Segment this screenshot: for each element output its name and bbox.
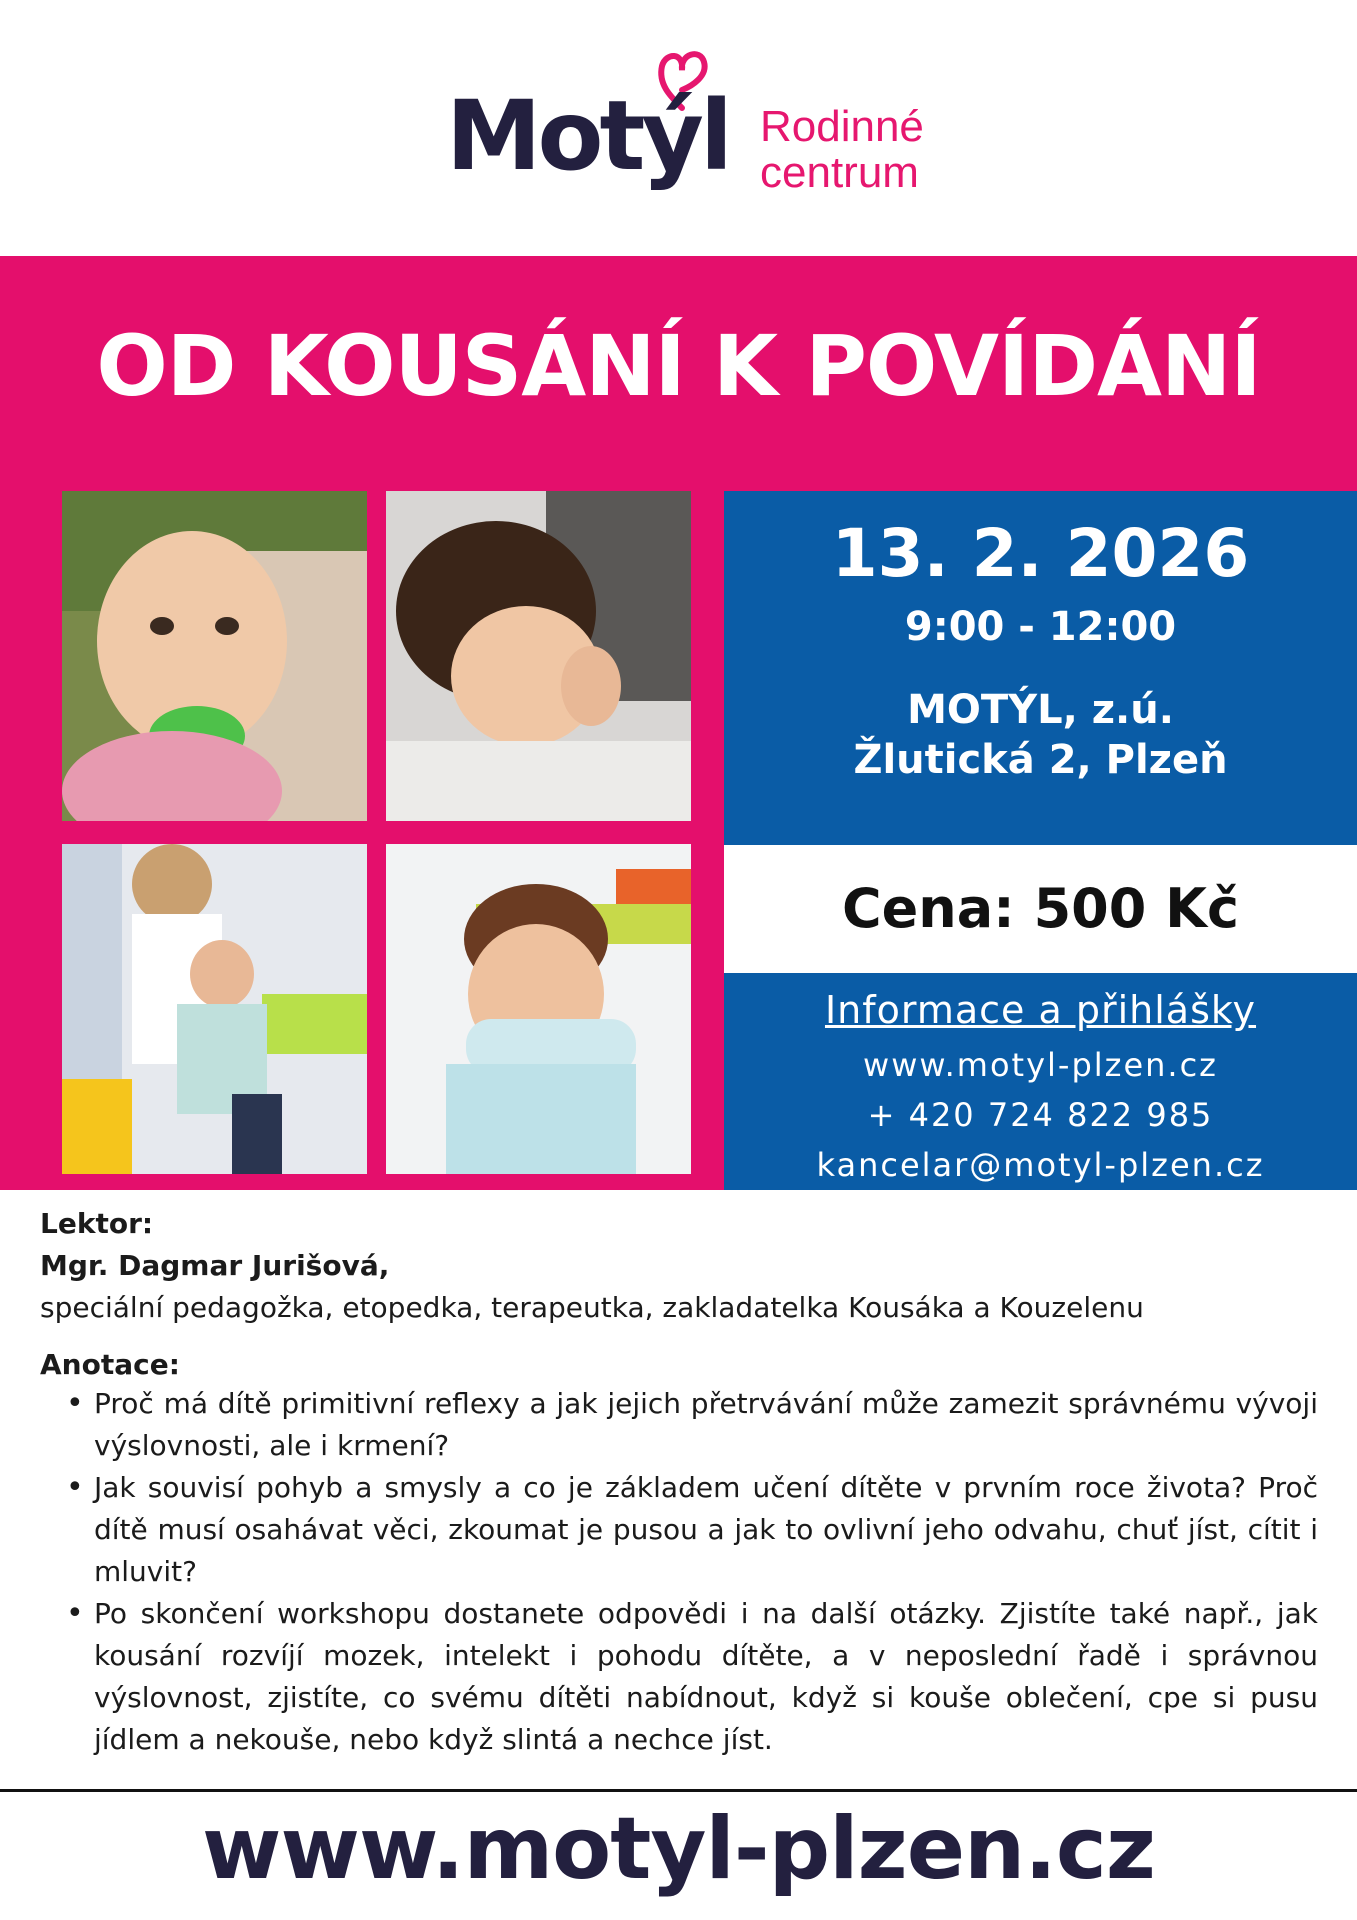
toddler-fingers-in-mouth-photo (386, 491, 691, 821)
annotation-list (40, 1383, 1318, 1761)
price: Cena: 500 Kč (842, 877, 1239, 940)
phone-link[interactable]: + 420 724 822 985 (867, 1096, 1214, 1134)
price-box (724, 845, 1357, 973)
list-item: • Proč má dítě primitivní reflexy a jak jejich přetrvávání může zamezit správnému vývoji výslovnosti, ale i krmení? (94, 1383, 1318, 1467)
event-time: 9:00 - 12:00 (904, 604, 1177, 650)
lecturer-label: Lektor: (40, 1207, 154, 1240)
email-link[interactable]: kancelar@motyl-plzen.cz (816, 1146, 1265, 1184)
event-date: 13. 2. 2026 (831, 515, 1250, 592)
list-item: • Jak souvisí pohyb a smysly a co je základem učení dítěte v prvním roce života? Proč dítě musí osahávat věci, zkoumat je pusou a jak to ovlivní jeho odvahu, chuť jíst, cítit i mluvit? (94, 1467, 1318, 1593)
website-link[interactable]: www.motyl-plzen.cz (863, 1046, 1218, 1084)
event-details-panel (724, 491, 1357, 845)
baby-with-teether-photo (62, 491, 367, 821)
logo (0, 0, 1357, 256)
mother-holding-boy-photo (62, 844, 367, 1174)
info-heading-link[interactable]: Informace a přihlášky (824, 988, 1257, 1032)
contact-panel (724, 973, 1357, 1190)
annotation-label: Anotace: (40, 1348, 180, 1381)
annotation-section (40, 1347, 1318, 1761)
lecturer-section (40, 1206, 1318, 1326)
logo-subtitle-line2: centrum (760, 148, 919, 197)
logo-subtitle (760, 104, 924, 196)
logo-subtitle-line1: Rodinné (760, 102, 924, 151)
list-item: • Po skončení workshopu dostanete odpovědi i na další otázky. Zjistíte také např., jak kousání rozvíjí mozek, intelekt i pohodu dítěte, a v neposlední řadě i správnou výslovnost, zjistíte, co svému dítěti nabídnout, když si kouše oblečení, cpe si pusu jídlem a nekouše, nebo když slintá a nechce jíst. (94, 1593, 1318, 1761)
lecturer-name: Mgr. Dagmar Jurišová, (40, 1249, 390, 1282)
footer-divider (0, 1789, 1357, 1792)
lecturer-description: speciální pedagožka, etopedka, terapeutka, zakladatelka Kousáka a Kouzelenu (40, 1291, 1144, 1324)
page-title: OD KOUSÁNÍ K POVÍDÁNÍ (96, 317, 1261, 415)
boy-biting-sleeve-photo (386, 844, 691, 1174)
venue-address: Žlutická 2, Plzeň (853, 737, 1228, 783)
footer-website-link[interactable]: www.motyl-plzen.cz (202, 1799, 1155, 1899)
venue-name: MOTÝL, z.ú. (907, 687, 1174, 733)
logo-wordmark: Motýl (446, 80, 729, 192)
